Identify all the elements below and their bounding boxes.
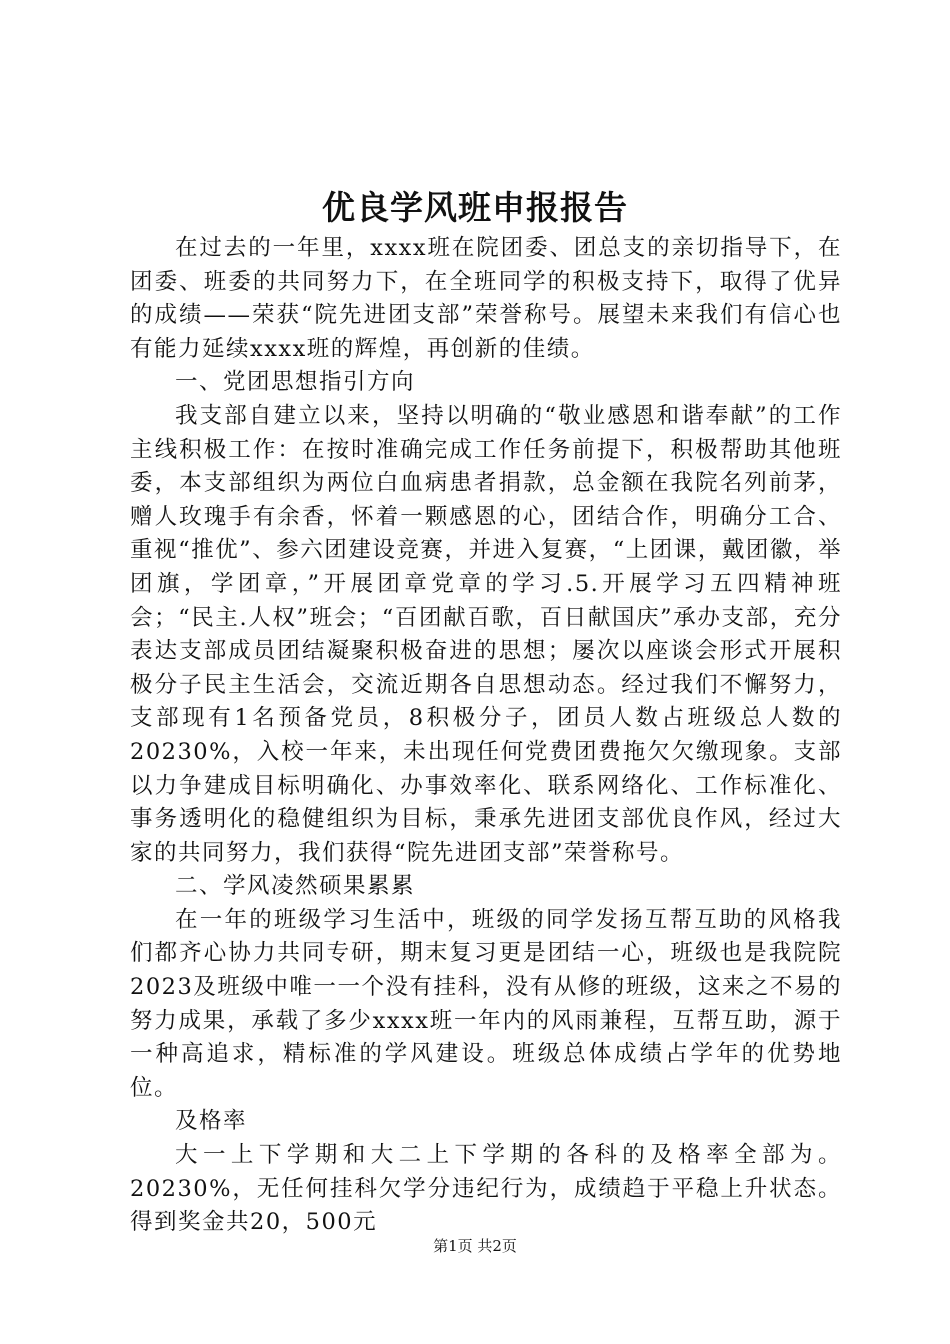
section-heading-1: 一、党团思想指引方向: [175, 369, 416, 396]
paragraph-study-style: 在一年的班级学习生活中，班级的同学发扬互帮互助的风格我们都齐心协力共同专研，期末复习更是团结一心，班级也是我院院2023及班级中唯一一个没有挂科，没有从修的班级，这来之不易的努力成果，承载了多少xxxx班一年内的风雨兼程，互帮互助，源于一种高追求，精标准的学风建设。班级总体成绩占学年的优势地位。: [130, 906, 842, 1101]
paragraph-pass-rate: 大一上下学期和大二上下学期的各科的及格率全部为。20230%，无任何挂科欠学分违纪行为，成绩趋于平稳上升状态。得到奖金共20，500元: [130, 1142, 842, 1236]
paragraph-intro: 在过去的一年里，xxxx班在院团委、团总支的亲切指导下，在团委、班委的共同努力下，在全班同学的积极支持下，取得了优异的成绩——荣获“院先进团支部”荣誉称号。展望未来我们有信心也有能力延续xxxx班的辉煌，再创新的佳绩。: [130, 235, 842, 362]
page-number: 第1页 共2页: [433, 1237, 517, 1255]
paragraph-party-work: 我支部自建立以来，坚持以明确的“敬业感恩和谐奉献”的工作主线积极工作：在按时准确完成工作任务前提下，积极帮助其他班委，本支部组织为两位白血病患者捐款，总金额在我院名列前茅，赠人玫瑰手有余香，怀着一颗感恩的心，团结合作，明确分工合、重视“推优”、参六团建设竞赛，并进入复赛，“上团课，戴团徽，举团旗，学团章，”开展团章党章的学习.5.开展学习五四精神班会；“民主.人权”班会；“百团献百歌，百日献国庆”承办支部，充分表达支部成员团结凝聚积极奋进的思想；屡次以座谈会形式开展积极分子民主生活会，交流近期各自思想动态。经过我们不懈努力，支部现有1名预备党员，8积极分子，团员人数占班级总人数的20230%，入校一年来，未出现任何党费团费拖欠欠缴现象。支部以力争建成目标明确化、办事效率化、联系网络化、工作标准化、事务透明化的稳健组织为目标，秉承先进团支部优良作风，经过大家的共同努力，我们获得“院先进团支部”荣誉称号。: [130, 402, 842, 866]
document-title: 优良学风班申报报告: [322, 188, 628, 227]
subheading-pass-rate: 及格率: [175, 1108, 248, 1135]
document-body: [130, 232, 842, 1240]
section-heading-2: 二、学风凌然硕果累累: [175, 873, 416, 900]
